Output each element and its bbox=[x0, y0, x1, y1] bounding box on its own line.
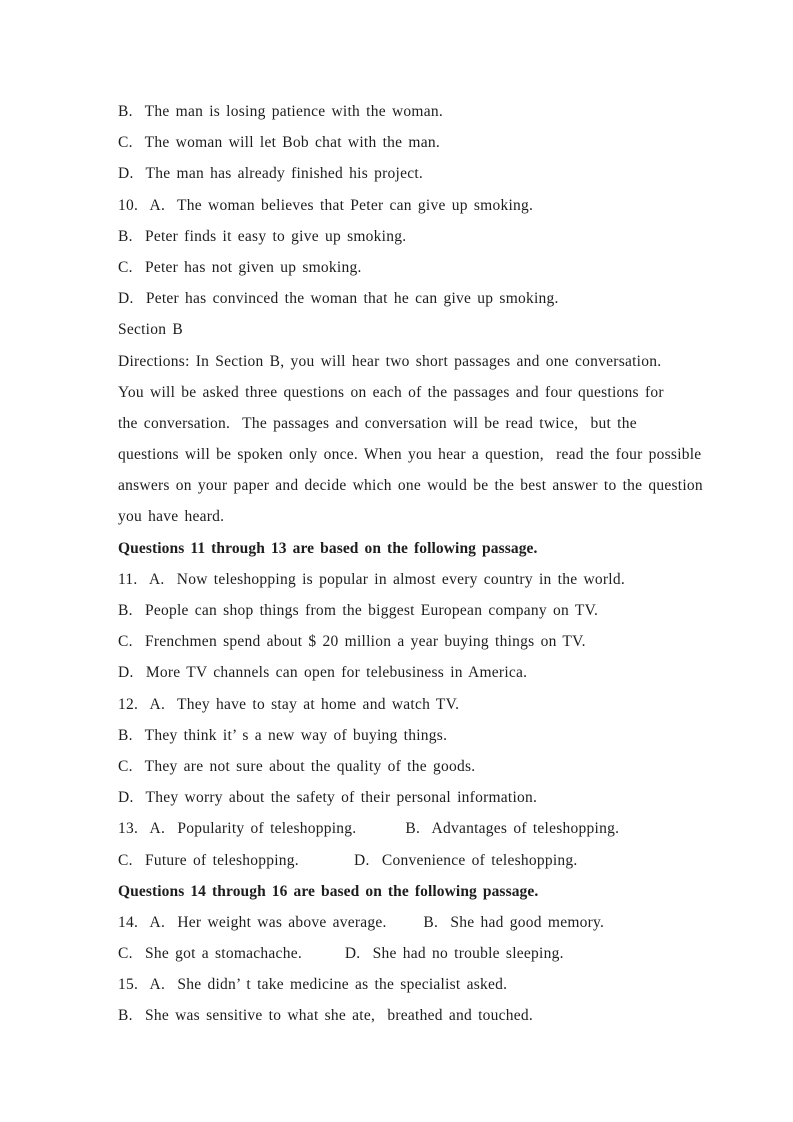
passage-header-line: Questions 11 through 13 are based on the following passage. bbox=[118, 539, 538, 557]
text-line: C. She got a stomachache. D. She had no trouble sleeping. bbox=[118, 945, 564, 963]
text-line: C. Future of teleshopping. D. Convenience of teleshopping. bbox=[118, 851, 578, 869]
passage-header-line: Questions 14 through 16 are based on the following passage. bbox=[118, 882, 539, 900]
text-line: Directions: In Section B, you will hear two short passages and one conversation. bbox=[118, 352, 662, 370]
text-line: questions will be spoken only once. When you hear a question, read the four possible bbox=[118, 446, 702, 464]
text-line: B. The man is losing patience with the woman. bbox=[118, 103, 443, 120]
text-line: C. Peter has not given up smoking. bbox=[118, 258, 362, 276]
text-line: 12. A. They have to stay at home and watch TV. bbox=[118, 695, 460, 713]
text-line: 13. A. Popularity of teleshopping. B. Advantages of teleshopping. bbox=[118, 820, 620, 838]
text-line: D. Peter has convinced the woman that he can give up smoking. bbox=[118, 290, 559, 308]
text-line: 11. A. Now teleshopping is popular in almost every country in the world. bbox=[118, 570, 625, 588]
text-line: B. People can shop things from the biggest European company on TV. bbox=[118, 602, 599, 619]
text-line: D. They worry about the safety of their personal information. bbox=[118, 789, 538, 807]
text-line: C. Frenchmen spend about $ 20 million a year buying things on TV. bbox=[118, 633, 586, 651]
text-line: D. The man has already finished his project. bbox=[118, 165, 424, 183]
text-line: C. The woman will let Bob chat with the man. bbox=[118, 134, 440, 152]
text-line: answers on your paper and decide which one would be the best answer to the question bbox=[118, 477, 703, 495]
text-line: B. They think it’ s a new way of buying things. bbox=[118, 726, 448, 744]
text-line: D. More TV channels can open for telebusiness in America. bbox=[118, 664, 528, 682]
text-line: B. Peter finds it easy to give up smoking. bbox=[118, 227, 407, 245]
text-line: 14. A. Her weight was above average. B. She had good memory. bbox=[118, 913, 605, 931]
text-line: 10. A. The woman believes that Peter can give up smoking. bbox=[118, 196, 534, 214]
text-line: B. She was sensitive to what she ate, breathed and touched. bbox=[118, 1007, 534, 1025]
text-line: you have heard. bbox=[118, 508, 225, 526]
text-line: C. They are not sure about the quality of the goods. bbox=[118, 757, 476, 775]
text-line: Section B bbox=[118, 321, 183, 339]
text-line: You will be asked three questions on each of the passages and four questions for bbox=[118, 383, 664, 401]
text-line: the conversation. The passages and conversation will be read twice, but the bbox=[118, 414, 637, 432]
text-line: 15. A. She didn’ t take medicine as the specialist asked. bbox=[118, 976, 508, 994]
text-column bbox=[118, 96, 773, 1032]
